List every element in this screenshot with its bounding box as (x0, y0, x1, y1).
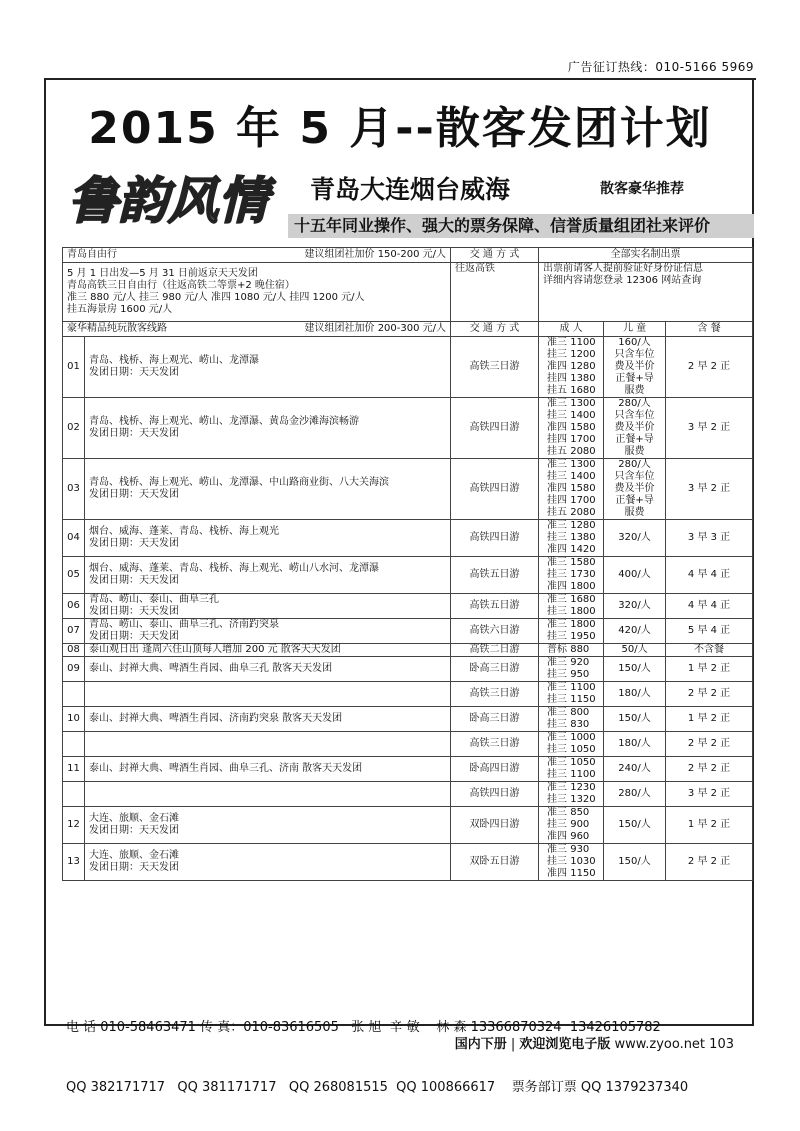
section1-name: 青岛自由行 (67, 249, 117, 260)
route-transport: 高铁三日游 (451, 682, 539, 707)
route-number: 01 (63, 337, 85, 398)
route-transport: 高铁五日游 (451, 594, 539, 619)
route-adult-price: 准三 1100 挂三 1200 准四 1280 挂四 1380 挂五 1680 (539, 337, 604, 398)
route-adult-price: 准三 930 挂三 1030 准四 1150 (539, 844, 604, 881)
route-number (63, 732, 85, 757)
route-adult-price: 准三 1680 挂三 1800 (539, 594, 604, 619)
route-transport: 高铁三日游 (451, 732, 539, 757)
route-adult-price: 准三 1580 挂三 1730 准四 1800 (539, 557, 604, 594)
route-transport: 高铁五日游 (451, 557, 539, 594)
route-number: 04 (63, 520, 85, 557)
route-child-price: 320/人 (604, 520, 666, 557)
route-number: 03 (63, 459, 85, 520)
route-child-price: 150/人 (604, 807, 666, 844)
route-number: 12 (63, 807, 85, 844)
route-transport: 高铁四日游 (451, 520, 539, 557)
route-description: 青岛、栈桥、海上观光、崂山、龙潭瀑、黄岛金沙滩海滨畅游 发团日期：天天发团 (85, 398, 451, 459)
route-meal: 2 早 2 正 (666, 682, 753, 707)
route-meal: 1 早 2 正 (666, 807, 753, 844)
route-description: 青岛、崂山、泰山、曲阜三孔、济南趵突泉 发团日期：天天发团 (85, 619, 451, 644)
route-row (63, 732, 753, 757)
page-footer (455, 1033, 734, 1052)
section1-transport: 往返高铁 (451, 263, 539, 322)
route-adult-price: 准三 1100 挂三 1150 (539, 682, 604, 707)
route-number (63, 682, 85, 707)
ad-hotline: 广告征订热线：010-5166 5969 (567, 60, 754, 74)
route-row (63, 682, 753, 707)
route-adult-price: 准三 1300 挂三 1400 准四 1580 挂四 1700 挂五 2080 (539, 459, 604, 520)
route-meal: 2 早 2 正 (666, 732, 753, 757)
footer-divider: | (510, 1037, 516, 1052)
route-meal: 3 早 3 正 (666, 520, 753, 557)
page-title: 2015 年 5 月--散客发团计划 (88, 103, 712, 154)
route-description: 大连、旅顺、金石滩 发团日期：天天发团 (85, 807, 451, 844)
section2-header-row (63, 322, 753, 337)
route-description (85, 732, 451, 757)
route-row (63, 398, 753, 459)
section1-transport-header: 交 通 方 式 (451, 248, 539, 263)
route-transport: 高铁六日游 (451, 619, 539, 644)
route-meal: 2 早 2 正 (666, 757, 753, 782)
route-transport: 高铁二日游 (451, 644, 539, 657)
route-row (63, 557, 753, 594)
route-meal: 3 早 2 正 (666, 398, 753, 459)
route-number: 08 (63, 644, 85, 657)
route-row (63, 644, 753, 657)
route-meal: 5 早 4 正 (666, 619, 753, 644)
route-row (63, 520, 753, 557)
route-child-price: 150/人 (604, 844, 666, 881)
route-row (63, 619, 753, 644)
route-transport: 卧高四日游 (451, 757, 539, 782)
route-number: 07 (63, 619, 85, 644)
route-adult-price: 准三 1800 挂三 1950 (539, 619, 604, 644)
route-transport: 高铁四日游 (451, 459, 539, 520)
route-adult-price: 准三 850 挂三 900 准四 960 (539, 807, 604, 844)
route-child-price: 50/人 (604, 644, 666, 657)
section2-name: 豪华精品纯玩散客线路 (67, 323, 167, 334)
footer-browse: 欢迎浏览电子版 (519, 1037, 611, 1052)
route-adult-price: 准三 1000 挂三 1050 (539, 732, 604, 757)
section1-details: 5 月 1 日出发—5 月 31 日前返京天天发团 青岛高铁三日自由行（往返高铁二等票+2 晚住宿） 准三 880 元/人 挂三 980 元/人 准四 1080 元/人 挂四 1200 元/人 挂五海景房 1600 元/人 (63, 263, 451, 322)
route-transport: 卧高三日游 (451, 707, 539, 732)
route-description: 青岛、栈桥、海上观光、崂山、龙潭瀑 发团日期：天天发团 (85, 337, 451, 398)
route-adult-price: 准三 800 挂三 830 (539, 707, 604, 732)
route-meal: 2 早 2 正 (666, 844, 753, 881)
route-row (63, 807, 753, 844)
route-description: 泰山观日出 逢周六住山顶每人增加 200 元 散客天天发团 (85, 644, 451, 657)
section2-price-note: 建议组团社加价 200-300 元/人 (304, 323, 447, 334)
route-transport: 高铁三日游 (451, 337, 539, 398)
section1-detail-row (63, 263, 753, 322)
route-row (63, 782, 753, 807)
route-number: 11 (63, 757, 85, 782)
contact-line-qq: QQ 382171717 QQ 381171717 QQ 268081515 QQ 100866617 票务部订票 QQ 1379237340 (66, 1080, 689, 1095)
route-child-price: 280/人 只含车位 费及半价 正餐+导 服费 (604, 459, 666, 520)
route-transport: 双卧五日游 (451, 844, 539, 881)
route-meal: 3 早 2 正 (666, 782, 753, 807)
route-meal: 2 早 2 正 (666, 337, 753, 398)
route-description: 烟台、威海、蓬莱、青岛、栈桥、海上观光、崂山八水河、龙潭瀑 发团日期：天天发团 (85, 557, 451, 594)
route-child-price: 160/人 只含车位 费及半价 正餐+导 服费 (604, 337, 666, 398)
route-adult-price: 准三 1230 挂三 1320 (539, 782, 604, 807)
route-number: 10 (63, 707, 85, 732)
section1-price-note: 建议组团社加价 150-200 元/人 (304, 249, 447, 260)
section1-ticket-note: 出票前请客人提前验证好身份证信息 详细内容请您登录 12306 网站查询 (539, 263, 753, 322)
route-child-price: 420/人 (604, 619, 666, 644)
route-number: 13 (63, 844, 85, 881)
route-adult-price: 准三 920 挂三 950 (539, 657, 604, 682)
route-child-price: 150/人 (604, 707, 666, 732)
route-description: 烟台、威海、蓬莱、青岛、栈桥、海上观光 发团日期：天天发团 (85, 520, 451, 557)
route-number: 05 (63, 557, 85, 594)
route-child-price: 240/人 (604, 757, 666, 782)
route-description: 泰山、封禅大典、啤酒生肖园、曲阜三孔、济南 散客天天发团 (85, 757, 451, 782)
route-transport: 高铁四日游 (451, 398, 539, 459)
route-child-price: 180/人 (604, 682, 666, 707)
tour-table (62, 247, 753, 881)
route-description: 泰山、封禅大典、啤酒生肖园、济南趵突泉 散客天天发团 (85, 707, 451, 732)
route-row (63, 594, 753, 619)
route-meal: 4 早 4 正 (666, 557, 753, 594)
route-row (63, 657, 753, 682)
slogan-banner: 十五年同业操作、强大的票务保障、信誉质量组团社来评价 (288, 214, 754, 238)
route-number: 09 (63, 657, 85, 682)
route-meal: 不含餐 (666, 644, 753, 657)
route-child-price: 150/人 (604, 657, 666, 682)
route-row (63, 707, 753, 732)
route-adult-price: 准三 1050 挂三 1100 (539, 757, 604, 782)
route-transport: 高铁四日游 (451, 782, 539, 807)
route-meal: 1 早 2 正 (666, 707, 753, 732)
route-row (63, 337, 753, 398)
route-description: 青岛、栈桥、海上观光、崂山、龙潭瀑、中山路商业街、八大关海滨 发团日期：天天发团 (85, 459, 451, 520)
route-meal: 1 早 2 正 (666, 657, 753, 682)
route-child-price: 280/人 只含车位 费及半价 正餐+导 服费 (604, 398, 666, 459)
section1-ticket-header: 全部实名制出票 (539, 248, 753, 263)
section2-transport-header: 交 通 方 式 (451, 322, 539, 337)
route-adult-price: 准三 1280 挂三 1380 准四 1420 (539, 520, 604, 557)
route-transport: 双卧四日游 (451, 807, 539, 844)
route-adult-price: 准三 1300 挂三 1400 准四 1580 挂四 1700 挂五 2080 (539, 398, 604, 459)
footer-page-number: 103 (709, 1037, 734, 1052)
route-number (63, 782, 85, 807)
route-description (85, 782, 451, 807)
route-description: 青岛、崂山、泰山、曲阜三孔 发团日期：天天发团 (85, 594, 451, 619)
logo-text: 鲁韵风情 (68, 172, 268, 230)
section2-child-header: 儿 童 (604, 322, 666, 337)
route-description: 大连、旅顺、金石滩 发团日期：天天发团 (85, 844, 451, 881)
route-row (63, 844, 753, 881)
route-number: 06 (63, 594, 85, 619)
route-number: 02 (63, 398, 85, 459)
brand-logo (58, 158, 278, 238)
route-child-price: 180/人 (604, 732, 666, 757)
route-adult-price: 普标 880 (539, 644, 604, 657)
section1-header-row (63, 248, 753, 263)
section2-meal-header: 含 餐 (666, 322, 753, 337)
footer-url: www.zyoo.net (614, 1037, 706, 1052)
route-meal: 3 早 2 正 (666, 459, 753, 520)
subtitle: 青岛大连烟台威海 (310, 175, 511, 204)
route-child-price: 400/人 (604, 557, 666, 594)
route-child-price: 280/人 (604, 782, 666, 807)
contact-line-phone: 电 话 010-58463471 传 真：010-83616505 张 旭 辛 敏 林 森 13366870324 13426105782 (66, 1020, 661, 1035)
route-description (85, 682, 451, 707)
section2-adult-header: 成 人 (539, 322, 604, 337)
route-description: 泰山、封禅大典、啤酒生肖园、曲阜三孔 散客天天发团 (85, 657, 451, 682)
route-meal: 4 早 4 正 (666, 594, 753, 619)
route-transport: 卧高三日游 (451, 657, 539, 682)
route-child-price: 320/人 (604, 594, 666, 619)
subtitle-tag: 散客豪华推荐 (600, 181, 684, 197)
footer-section: 国内下册 (454, 1037, 507, 1052)
route-row (63, 459, 753, 520)
route-row (63, 757, 753, 782)
